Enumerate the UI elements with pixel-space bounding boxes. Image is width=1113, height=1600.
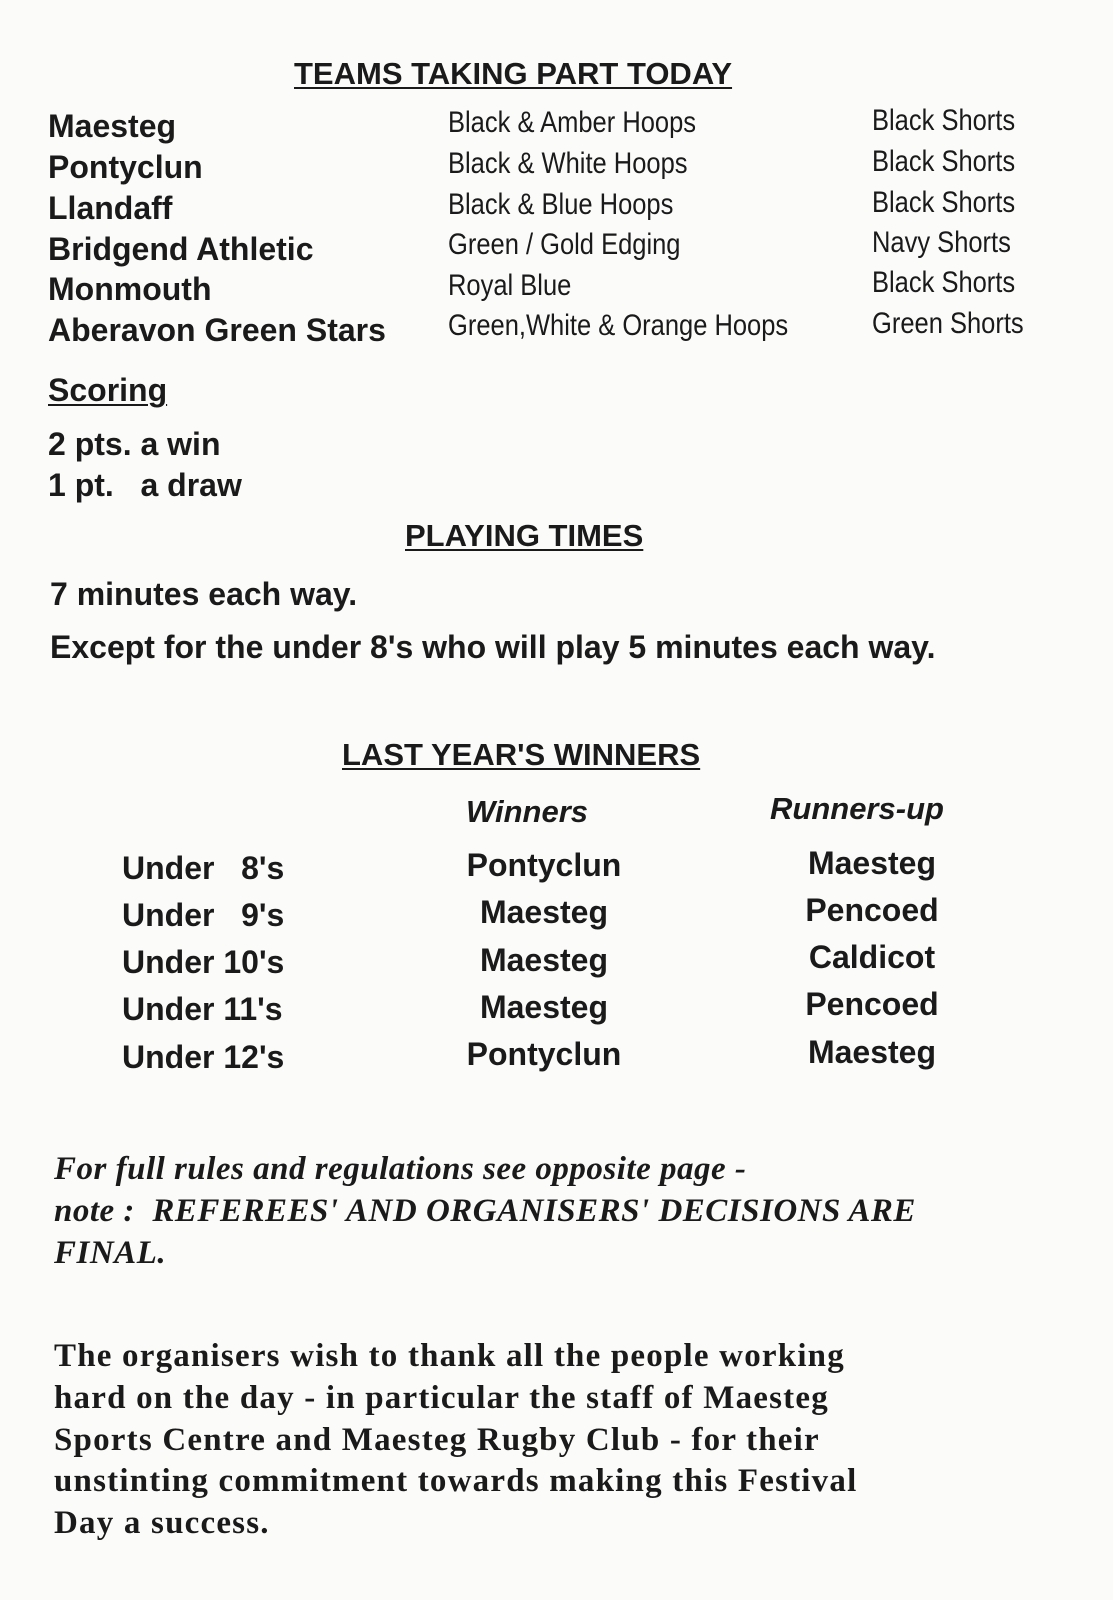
team-name: Maesteg [48,108,177,144]
playing-times-exception: Except for the under 8's who will play 5 minutes each way. [50,629,936,665]
team-name: Monmouth [48,271,212,307]
winner-team: Maesteg [479,894,609,930]
age-group: Under 10's [122,944,285,980]
runners-up-column-header: Runners-up [770,791,944,826]
winner-team: Pontyclun [466,847,622,883]
team-colours: Black & White Hoops [448,147,688,180]
team-shorts: Black Shorts [872,104,1016,137]
age-group: Under 11's [122,991,283,1027]
scoring-draw-line: 1 pt. a draw [48,467,242,503]
team-colours: Royal Blue [448,269,572,302]
team-name: Pontyclun [48,149,203,185]
runner-up-team: Caldicot [808,939,936,975]
scoring-win-line: 2 pts. a win [48,426,221,462]
winners-column-header: Winners [466,794,589,829]
team-shorts: Black Shorts [872,186,1016,219]
runner-up-team: Pencoed [805,892,939,928]
age-group: Under 9's [122,897,285,933]
team-name: Bridgend Athletic [48,231,314,267]
runner-up-team: Maesteg [807,1034,937,1070]
thanks-line: Day a success. [54,1505,270,1541]
rules-note-line: FINAL. [54,1235,167,1271]
teams-heading: TEAMS TAKING PART TODAY [294,56,733,91]
last-year-heading: LAST YEAR'S WINNERS [342,737,701,772]
winner-team: Maesteg [479,989,609,1025]
team-shorts: Green Shorts [872,307,1024,340]
scoring-heading: Scoring [48,372,168,408]
playing-times-heading: PLAYING TIMES [405,518,644,553]
runner-up-team: Pencoed [805,986,939,1022]
runner-up-team: Maesteg [807,845,937,881]
rules-note-line: For full rules and regulations see opposite page - [54,1151,747,1187]
thanks-line: unstinting commitment towards making this Festival [54,1463,858,1499]
team-shorts: Navy Shorts [872,226,1011,259]
winner-team: Pontyclun [466,1036,622,1072]
team-colours: Black & Amber Hoops [448,106,697,139]
thanks-line: hard on the day - in particular the staff of Maesteg [54,1380,829,1416]
team-name: Aberavon Green Stars [48,312,386,348]
team-shorts: Black Shorts [872,145,1016,178]
team-shorts: Black Shorts [872,266,1016,299]
winner-team: Maesteg [479,942,609,978]
age-group: Under 12's [122,1039,285,1075]
playing-times-line: 7 minutes each way. [50,576,358,612]
thanks-line: Sports Centre and Maesteg Rugby Club - for their [54,1422,820,1458]
team-name: Llandaff [48,190,173,226]
team-colours: Black & Blue Hoops [448,188,674,221]
rules-note-line: note : REFEREES' AND ORGANISERS' DECISIONS ARE [54,1193,916,1229]
age-group: Under 8's [122,850,285,886]
team-colours: Green / Gold Edging [448,228,681,261]
team-colours: Green,White & Orange Hoops [448,309,789,342]
thanks-line: The organisers wish to thank all the people working [54,1338,845,1374]
